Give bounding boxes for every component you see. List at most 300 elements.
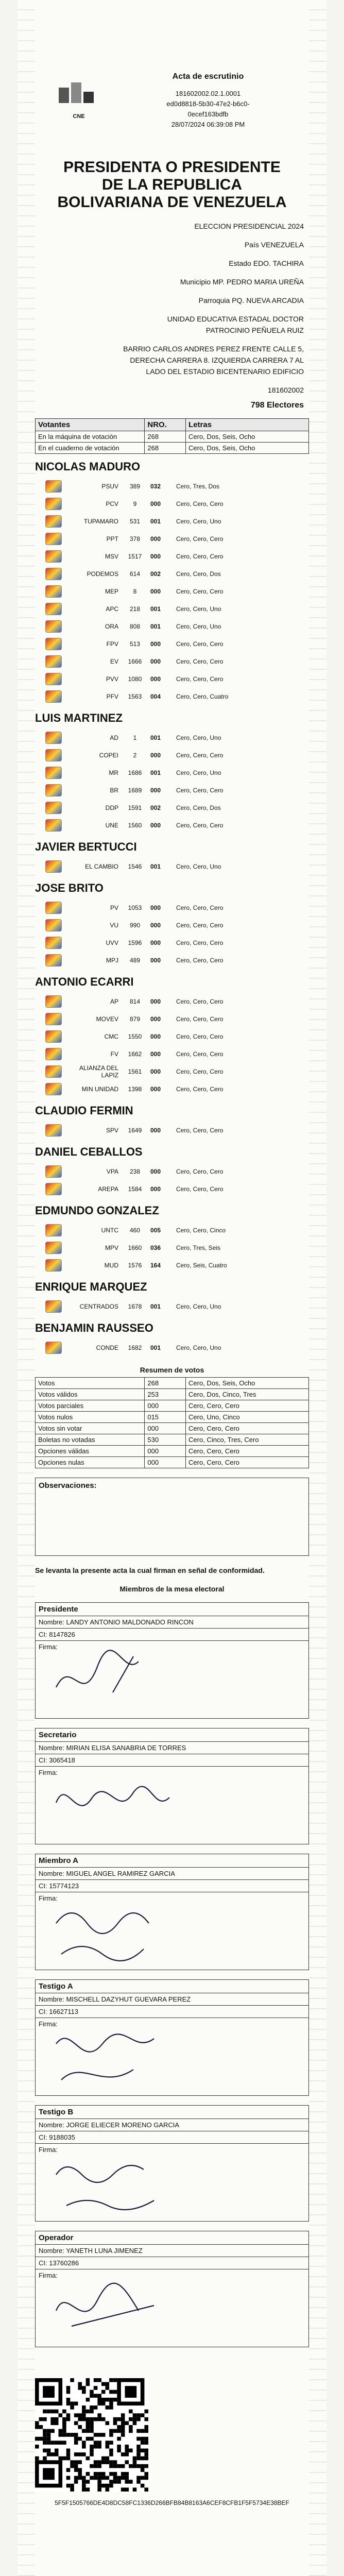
candidate-name: ANTONIO ECARRI [35, 975, 134, 988]
party-sigla: CENTRADOS [79, 1303, 118, 1310]
party-row [35, 1222, 309, 1239]
party-votes: 001 [150, 623, 161, 630]
resumen-label: Votos sin votar [36, 1423, 145, 1434]
member-role: Miembro A [36, 1854, 308, 1868]
table-row [36, 1446, 309, 1457]
party-code: 1560 [128, 822, 142, 829]
party-votes-words: Cero, Cero, Uno [176, 769, 221, 776]
candidate-name: DANIEL CEBALLOS [35, 1145, 143, 1158]
party-votes-words: Cero, Cero, Cero [176, 588, 223, 595]
party-logo-icon [45, 1083, 62, 1095]
signature-icon [51, 2023, 185, 2090]
party-votes: 000 [150, 535, 161, 543]
party-row [35, 1339, 309, 1357]
party-votes-words: Cero, Cero, Uno [176, 518, 221, 525]
party-votes: 164 [150, 1262, 161, 1269]
resumen-title: Resumen de votos [140, 1366, 204, 1374]
resumen-words: Cero, Dos, Seis, Ocho [186, 1378, 309, 1389]
party-logo-icon [45, 1259, 62, 1272]
member-ci: CI: 8147826 [36, 1629, 308, 1641]
party-row [35, 600, 309, 618]
party-votes-words: Cero, Cero, Uno [176, 1344, 221, 1351]
signature-area [36, 1767, 308, 1844]
candidate-block [35, 1104, 309, 1139]
signature-area [36, 2144, 308, 2221]
signature-icon [51, 2275, 185, 2342]
party-votes: 000 [150, 1127, 161, 1134]
member-role: Secretario [36, 1728, 308, 1742]
party-row [35, 1028, 309, 1045]
party-code: 808 [129, 623, 141, 630]
declaration: Se levanta la presente acta la cual firman en señal de conformidad. [35, 1566, 265, 1574]
party-votes-words: Cero, Cero, Cero [176, 957, 223, 964]
party-row [35, 817, 309, 834]
party-votes: 000 [150, 1050, 161, 1058]
party-votes-words: Cero, Seis, Cuatro [176, 1262, 227, 1269]
member-name: Nombre: LANDY ANTONIO MALDONADO RINCON [36, 1616, 308, 1629]
party-votes-words: Cero, Cero, Cero [176, 675, 223, 683]
party-logo-icon [45, 1165, 62, 1178]
party-sigla: FPV [106, 640, 118, 648]
party-logo-icon [45, 1224, 62, 1236]
party-code: 614 [129, 570, 141, 578]
party-votes-words: Cero, Cero, Uno [176, 863, 221, 870]
table-row [36, 1389, 309, 1400]
cne-logo-icon [56, 77, 97, 108]
party-sigla: ALIANZA DEL LAPIZ [79, 1064, 118, 1079]
country: País VENEZUELA [244, 241, 304, 249]
resumen-label: Votos parciales [36, 1400, 145, 1412]
party-votes-words: Cero, Cero, Cero [176, 500, 223, 507]
party-row [35, 1163, 309, 1180]
party-votes: 000 [150, 957, 161, 964]
signature-icon [51, 1646, 185, 1713]
letras-header: Letras [186, 419, 309, 431]
party-row [35, 1010, 309, 1028]
party-row [35, 670, 309, 688]
signature-icon [51, 2149, 185, 2216]
resumen-words: Cero, Cero, Cero [186, 1400, 309, 1412]
signature-icon [51, 1897, 185, 1964]
resumen-words: Cero, Cero, Cero [186, 1457, 309, 1468]
party-sigla: PPT [106, 535, 118, 543]
votantes-value: 268 [145, 443, 186, 454]
party-logo-icon [45, 1013, 62, 1025]
members-section [35, 1602, 309, 2347]
party-votes: 000 [150, 787, 161, 794]
resumen-value: 000 [145, 1423, 186, 1434]
member-name: Nombre: MIGUEL ANGEL RAMIREZ GARCIA [36, 1868, 308, 1880]
party-row [35, 1180, 309, 1198]
party-votes-words: Cero, Cero, Cero [176, 1068, 223, 1075]
table-row [36, 1457, 309, 1468]
table-row [36, 1378, 309, 1389]
acta-code: 181602002.02.1.0001 [175, 90, 241, 97]
timestamp: 28/07/2024 06:39:08 PM [171, 121, 245, 128]
party-votes: 004 [150, 693, 161, 700]
party-row [35, 1257, 309, 1274]
party-votes-words: Cero, Cero, Cero [176, 822, 223, 829]
member-role: Presidente [36, 1603, 308, 1616]
resumen-value: 015 [145, 1412, 186, 1423]
candidate-name: BENJAMIN RAUSSEO [35, 1321, 153, 1334]
party-row [35, 635, 309, 653]
votantes-label: En el cuaderno de votación [36, 443, 145, 454]
member-firma-label: Firma: [39, 2146, 58, 2154]
party-votes: 000 [150, 553, 161, 560]
party-sigla: EV [110, 658, 118, 665]
party-sigla: MEP [105, 588, 118, 595]
observaciones-title: Observaciones: [39, 1481, 97, 1490]
party-logo-icon [45, 802, 62, 814]
party-votes: 001 [150, 863, 161, 870]
party-row [35, 764, 309, 782]
party-votes: 000 [150, 939, 161, 946]
resumen-words: Cero, Cero, Cero [186, 1423, 309, 1434]
center-code: 181602002 [267, 386, 304, 394]
party-code: 1584 [128, 1185, 142, 1193]
member-role: Operador [36, 2231, 308, 2245]
party-votes-words: Cero, Cero, Cero [176, 1168, 223, 1175]
nro-header: NRO. [145, 419, 186, 431]
party-sigla: VU [110, 922, 118, 929]
resumen-label: Votos [36, 1378, 145, 1389]
party-sigla: MUD [104, 1262, 118, 1269]
party-code: 2 [133, 752, 137, 759]
header-info [107, 72, 309, 130]
party-votes: 000 [150, 998, 161, 1005]
party-votes: 005 [150, 1227, 161, 1234]
election-meta [35, 221, 309, 411]
party-logo-icon [45, 585, 62, 598]
party-votes-words: Cero, Cero, Uno [176, 623, 221, 630]
party-row [35, 1239, 309, 1257]
party-votes-words: Cero, Tres, Seis [176, 1244, 221, 1251]
party-logo-icon [45, 1048, 62, 1060]
party-sigla: UNE [105, 822, 118, 829]
candidate-name: CLAUDIO FERMIN [35, 1104, 133, 1117]
member-block [35, 1854, 309, 1970]
party-code: 378 [129, 535, 141, 543]
party-logo-icon [45, 550, 62, 563]
party-logo-icon [45, 1242, 62, 1254]
candidate-name: NICOLAS MADURO [35, 460, 141, 473]
candidate-block [35, 882, 309, 969]
candidate-block [35, 1321, 309, 1357]
party-logo-icon [45, 784, 62, 796]
parish: Parroquia PQ. NUEVA ARCADIA [198, 296, 304, 304]
logo-text: CNE [73, 113, 85, 120]
party-votes: 000 [150, 1086, 161, 1093]
party-votes-words: Cero, Cero, Cero [176, 904, 223, 911]
perforated-edge-left [18, 0, 35, 2576]
member-block [35, 1979, 309, 2096]
hash-line-1: ed0d8818-5b30-47e2-b6c0- [166, 100, 250, 108]
party-sigla: AP [110, 998, 118, 1005]
party-sigla: ORA [105, 623, 118, 630]
party-logo-icon [45, 860, 62, 873]
party-row [35, 513, 309, 530]
member-ci: CI: 13760286 [36, 2257, 308, 2269]
party-logo-icon [45, 902, 62, 914]
resumen-label: Opciones válidas [36, 1446, 145, 1457]
party-row [35, 530, 309, 548]
resumen-value: 253 [145, 1389, 186, 1400]
main-title: PRESIDENTA O PRESIDENTE DE LA REPUBLICA BOLIVARIANA DE VENEZUELA [57, 159, 287, 211]
party-logo-icon [45, 533, 62, 545]
acta-content [35, 0, 309, 2506]
election-name: ELECCION PRESIDENCIAL 2024 [194, 222, 304, 230]
votantes-words: Cero, Dos, Seis, Ocho [186, 443, 309, 454]
candidate-block [35, 1145, 309, 1198]
party-code: 1517 [128, 553, 142, 560]
candidate-block [35, 1204, 309, 1274]
party-code: 1398 [128, 1086, 142, 1093]
party-code: 1 [133, 734, 137, 741]
party-votes-words: Cero, Cero, Cero [176, 1185, 223, 1193]
party-code: 460 [129, 1227, 141, 1234]
party-row [35, 747, 309, 764]
party-logo-icon [45, 767, 62, 779]
party-votes-words: Cero, Cero, Cero [176, 1086, 223, 1093]
party-code: 1576 [128, 1262, 142, 1269]
signature-area [36, 2269, 308, 2347]
party-votes-words: Cero, Tres, Dos [176, 483, 220, 490]
party-row [35, 1298, 309, 1315]
party-logo-icon [45, 937, 62, 949]
party-votes-words: Cero, Cero, Cero [176, 939, 223, 946]
party-votes-words: Cero, Cero, Cero [176, 658, 223, 665]
party-row [35, 478, 309, 495]
party-votes-words: Cero, Cero, Cero [176, 1015, 223, 1023]
center-address: BARRIO CARLOS ANDRES PEREZ FRENTE CALLE 5, DERECHA CARRERA 8. IZQUIERDA CARRERA 7 AL LADO DEL ESTADIO BICENTENARIO EDIFICIO [123, 345, 304, 376]
party-code: 1662 [128, 1050, 142, 1058]
party-code: 1080 [128, 675, 142, 683]
party-row [35, 618, 309, 635]
party-code: 389 [129, 483, 141, 490]
resumen-words: Cero, Cero, Cero [186, 1446, 309, 1457]
party-row [35, 917, 309, 934]
candidates-section [35, 460, 309, 1357]
party-code: 1666 [128, 658, 142, 665]
party-sigla: PCV [106, 500, 118, 507]
member-role: Testigo B [36, 2106, 308, 2119]
party-row [35, 583, 309, 600]
party-votes: 032 [150, 483, 161, 490]
party-row [35, 858, 309, 875]
party-logo-icon [45, 1124, 62, 1137]
resumen-table [35, 1377, 309, 1468]
observaciones-box [35, 1478, 309, 1556]
party-logo-icon [45, 954, 62, 967]
party-row [35, 729, 309, 747]
party-row [35, 799, 309, 817]
party-votes: 000 [150, 1015, 161, 1023]
party-logo-icon [45, 638, 62, 650]
party-votes: 000 [150, 658, 161, 665]
party-logo-icon [45, 603, 62, 615]
party-sigla: PSUV [101, 483, 118, 490]
table-row [36, 1412, 309, 1423]
party-votes-words: Cero, Cero, Cero [176, 640, 223, 648]
party-logo-icon [45, 749, 62, 761]
candidate-name: EDMUNDO GONZALEZ [35, 1204, 159, 1217]
party-votes: 000 [150, 1033, 161, 1040]
party-logo-icon [45, 620, 62, 633]
party-sigla: SPV [106, 1127, 118, 1134]
resumen-value: 268 [145, 1378, 186, 1389]
footer-hash: 5F5F1505766DE4D8DC58FC1336D266BFB84B8163A6CEF8CFB1F5F5734E38BEF [55, 2499, 289, 2506]
party-votes: 000 [150, 752, 161, 759]
party-votes-words: Cero, Cero, Cero [176, 535, 223, 543]
party-code: 1550 [128, 1033, 142, 1040]
party-row [35, 495, 309, 513]
candidate-name: LUIS MARTINEZ [35, 711, 123, 724]
party-row [35, 688, 309, 705]
candidate-name: ENRIQUE MARQUEZ [35, 1280, 147, 1293]
party-sigla: COPEI [99, 752, 118, 759]
municipality: Municipio MP. PEDRO MARIA UREÑA [180, 278, 304, 286]
resumen-label: Votos nulos [36, 1412, 145, 1423]
party-row [35, 653, 309, 670]
member-name: Nombre: MIRIAN ELISA SANABRIA DE TORRES [36, 1742, 308, 1754]
party-code: 218 [129, 605, 141, 613]
party-code: 1053 [128, 904, 142, 911]
acta-header [35, 0, 309, 149]
signature-icon [51, 1772, 185, 1839]
party-code: 489 [129, 957, 141, 964]
party-votes-words: Cero, Cero, Cero [176, 752, 223, 759]
table-row [36, 1400, 309, 1412]
party-logo-icon [45, 995, 62, 1008]
party-logo-icon [45, 819, 62, 832]
party-votes: 000 [150, 904, 161, 911]
party-votes-words: Cero, Cero, Cero [176, 1033, 223, 1040]
party-logo-icon [45, 480, 62, 493]
party-code: 531 [129, 518, 141, 525]
party-sigla: PVV [106, 675, 118, 683]
signature-area [36, 2018, 308, 2095]
party-votes: 000 [150, 500, 161, 507]
party-sigla: TUPAMARO [83, 518, 118, 525]
member-ci: CI: 15774123 [36, 1880, 308, 1892]
candidate-block [35, 711, 309, 834]
party-votes: 001 [150, 1303, 161, 1310]
candidate-block [35, 460, 309, 705]
party-logo-icon [45, 690, 62, 703]
votantes-value: 268 [145, 431, 186, 443]
party-votes-words: Cero, Cero, Cinco [176, 1227, 226, 1234]
party-votes-words: Cero, Cero, Dos [176, 570, 221, 578]
signature-area [36, 1641, 308, 1718]
party-sigla: MPV [105, 1244, 118, 1251]
party-code: 1686 [128, 769, 142, 776]
party-logo-icon [45, 1030, 62, 1043]
party-sigla: MR [109, 769, 118, 776]
party-row [35, 952, 309, 969]
party-sigla: MOVEV [96, 1015, 118, 1023]
party-sigla: UNTC [101, 1227, 118, 1234]
party-row [35, 782, 309, 799]
party-votes: 036 [150, 1244, 161, 1251]
party-votes-words: Cero, Cero, Cero [176, 998, 223, 1005]
resumen-label: Votos válidos [36, 1389, 145, 1400]
member-firma-label: Firma: [39, 2020, 58, 2028]
party-sigla: MSV [105, 553, 118, 560]
party-sigla: CONDE [96, 1344, 118, 1351]
party-logo-icon [45, 673, 62, 685]
party-logo-icon [45, 655, 62, 668]
party-votes: 001 [150, 605, 161, 613]
resumen-value: 000 [145, 1400, 186, 1412]
votantes-table [35, 418, 309, 454]
party-sigla: BR [110, 787, 118, 794]
resumen-words: Cero, Cinco, Tres, Cero [186, 1434, 309, 1446]
party-code: 814 [129, 998, 141, 1005]
party-votes: 000 [150, 1185, 161, 1193]
party-code: 1682 [128, 1344, 142, 1351]
votantes-header-row [36, 419, 309, 431]
party-sigla: AREPA [98, 1185, 118, 1193]
resumen-label: Opciones nulas [36, 1457, 145, 1468]
qr-code-icon [35, 2378, 148, 2492]
party-votes: 000 [150, 640, 161, 648]
party-sigla: MPJ [106, 957, 118, 964]
party-votes-words: Cero, Cero, Cero [176, 922, 223, 929]
candidate-name: JAVIER BERTUCCI [35, 840, 137, 853]
party-votes-words: Cero, Cero, Cuatro [176, 693, 229, 700]
cne-logo [50, 72, 107, 149]
member-firma-label: Firma: [39, 1894, 58, 1902]
resumen-words: Cero, Uno, Cinco [186, 1412, 309, 1423]
party-votes: 000 [150, 1168, 161, 1175]
resumen-words: Cero, Dos, Cinco, Tres [186, 1389, 309, 1400]
votantes-label: En la máquina de votación [36, 431, 145, 443]
candidate-name: JOSE BRITO [35, 882, 104, 894]
party-sigla: PODEMOS [87, 570, 118, 578]
party-sigla: PFV [106, 693, 118, 700]
party-code: 9 [133, 500, 137, 507]
party-logo-icon [45, 919, 62, 931]
party-sigla: DDP [105, 804, 118, 811]
member-block [35, 2231, 309, 2347]
party-sigla: UVV [106, 939, 118, 946]
hash-line-2: 0ecef163bdfb [187, 110, 229, 118]
mesa-title: Miembros de la mesa electoral [119, 1585, 225, 1593]
member-firma-label: Firma: [39, 2272, 58, 2279]
votantes-words: Cero, Dos, Seis, Ocho [186, 431, 309, 443]
party-code: 8 [133, 588, 137, 595]
party-votes-words: Cero, Cero, Uno [176, 1303, 221, 1310]
party-logo-icon [45, 515, 62, 528]
party-code: 1596 [128, 939, 142, 946]
center-name: UNIDAD EDUCATIVA ESTADAL DOCTOR PATROCINIO PEÑUELA RUIZ [167, 315, 304, 334]
party-code: 1546 [128, 863, 142, 870]
resumen-value: 000 [145, 1457, 186, 1468]
party-sigla: MIN UNIDAD [81, 1086, 118, 1093]
member-name: Nombre: JORGE ELIECER MORENO GARCIA [36, 2119, 308, 2131]
table-row [36, 431, 309, 443]
party-sigla: VPA [106, 1168, 118, 1175]
electores-count: 798 Electores [250, 401, 304, 410]
document-page [18, 0, 326, 2576]
party-votes-words: Cero, Cero, Dos [176, 804, 221, 811]
candidate-block [35, 840, 309, 875]
party-code: 1563 [128, 693, 142, 700]
member-role: Testigo A [36, 1980, 308, 1993]
party-row [35, 548, 309, 565]
party-votes: 001 [150, 769, 161, 776]
